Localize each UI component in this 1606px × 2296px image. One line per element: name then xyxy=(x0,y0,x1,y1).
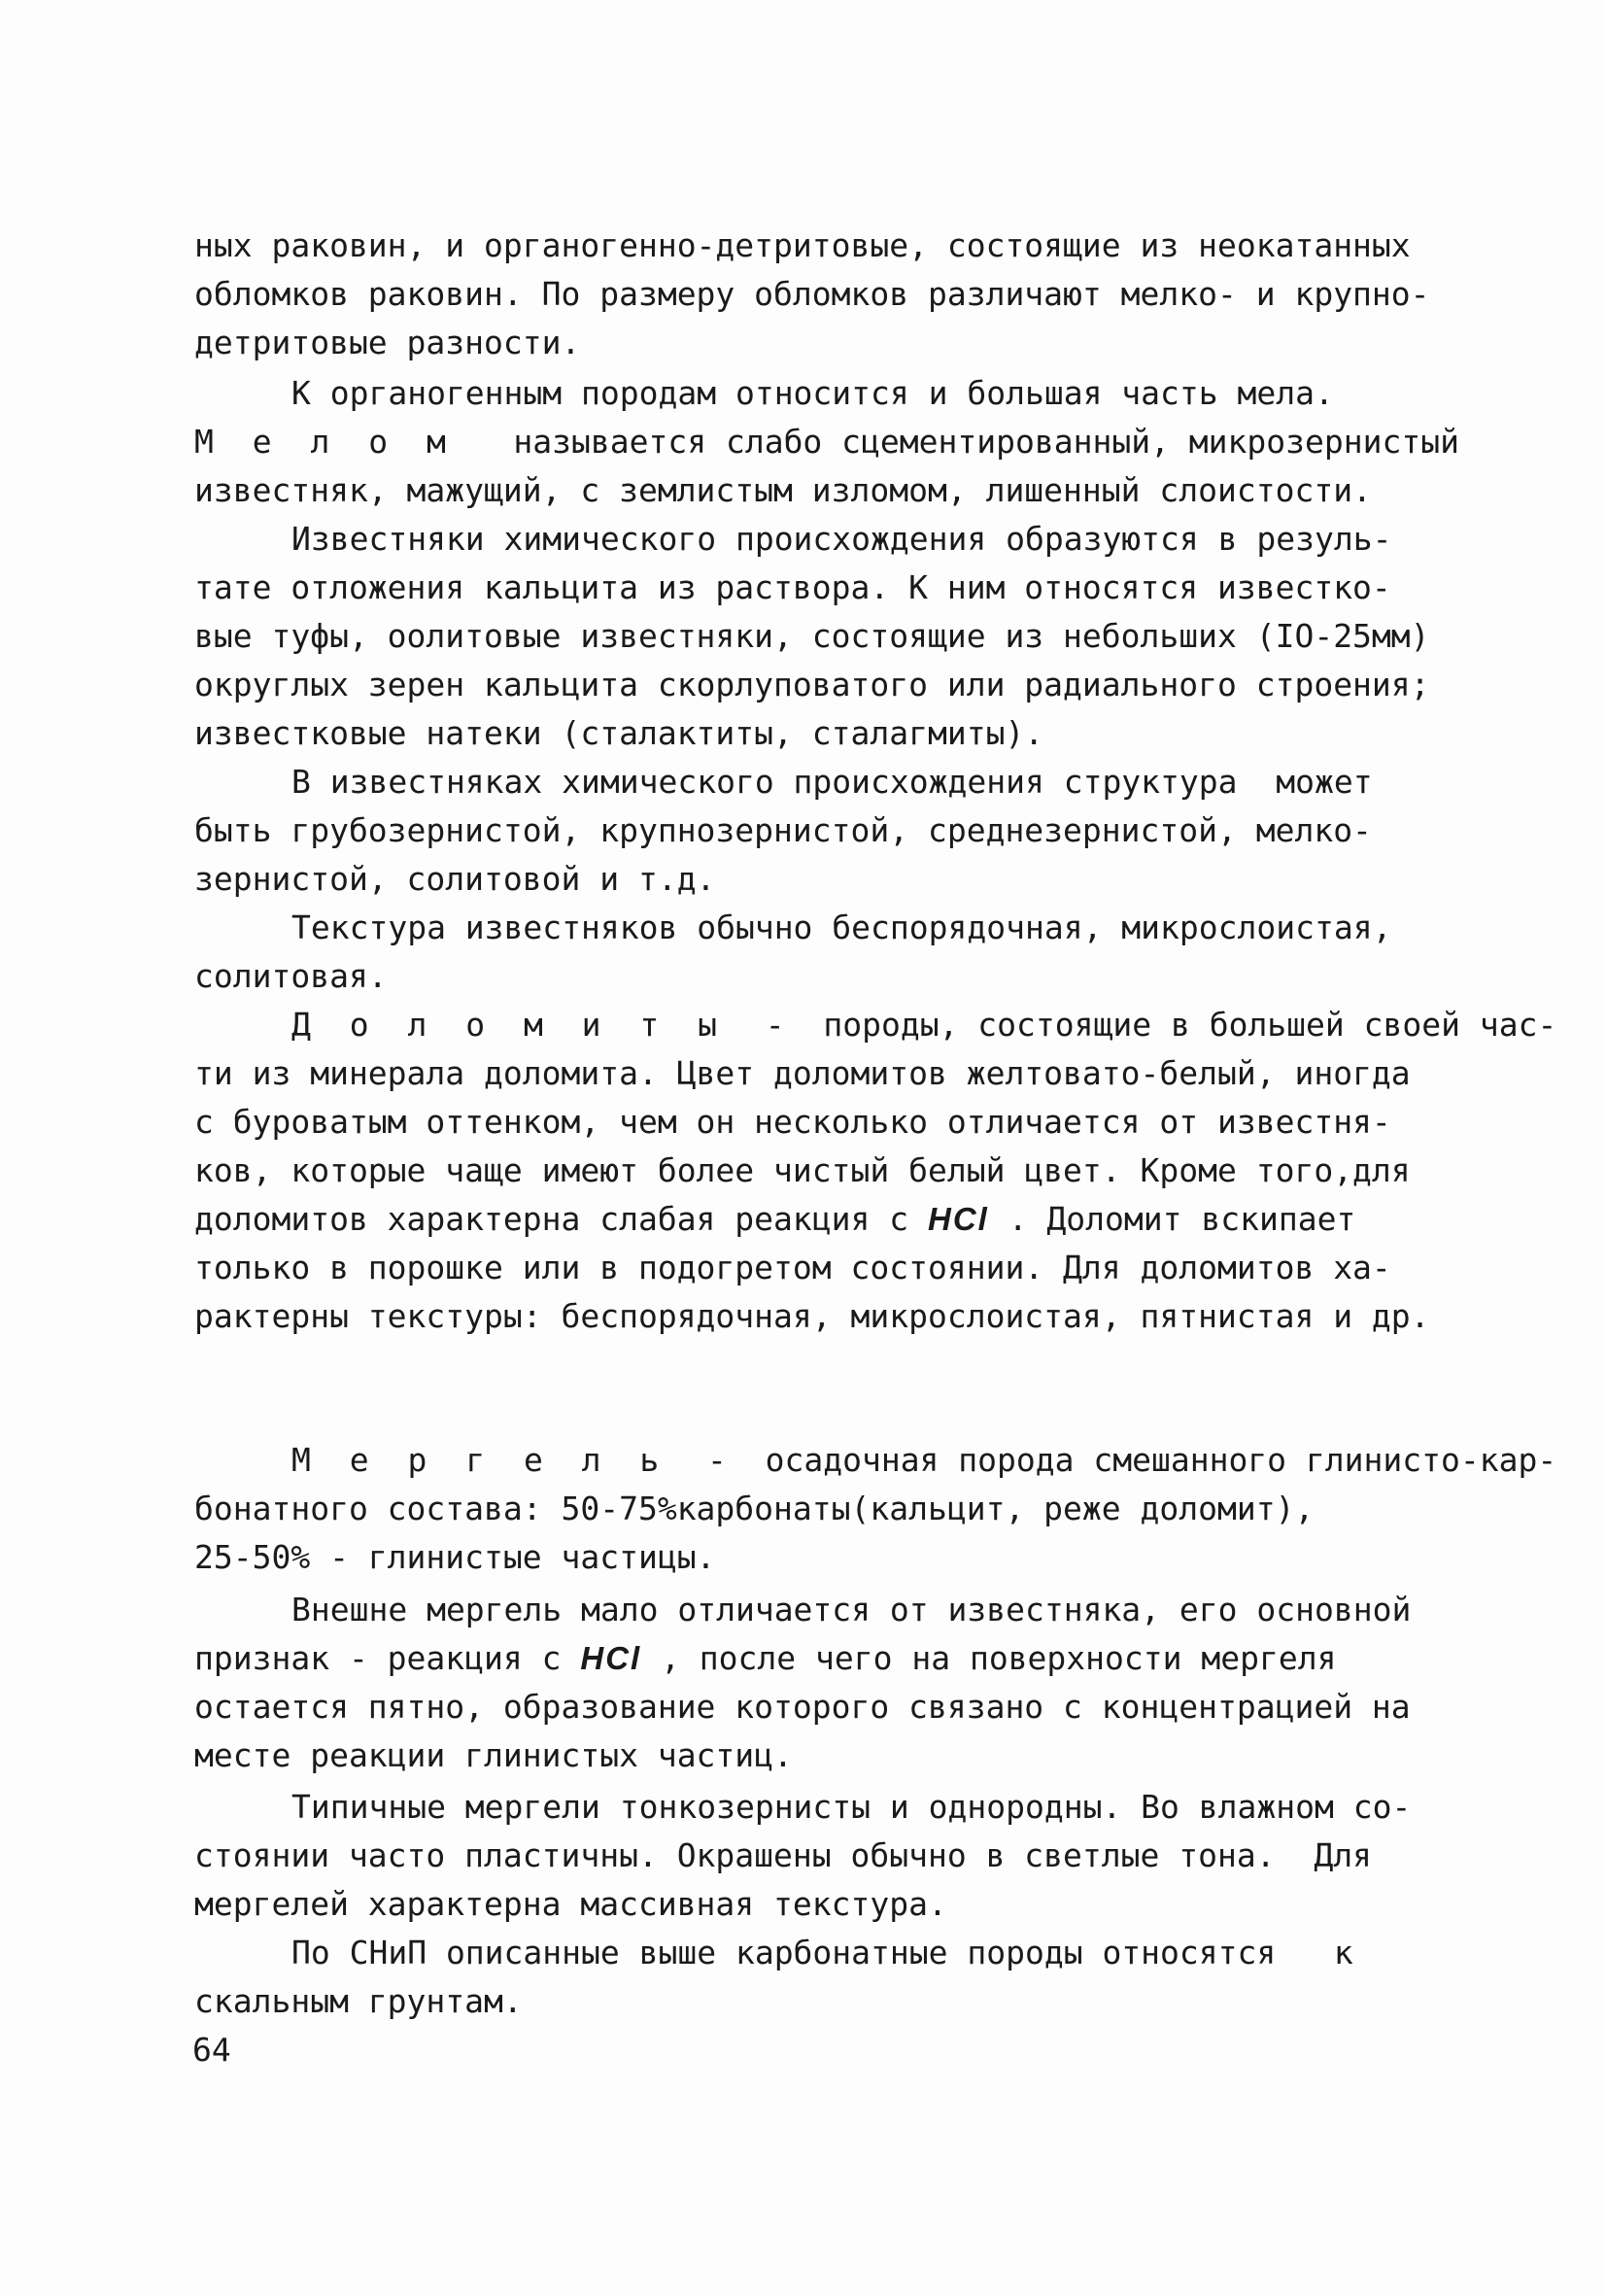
text-line: остается пятно, образование которого связано с концентрацией на xyxy=(194,1688,1411,1726)
text-line xyxy=(194,1001,1557,1049)
text-line xyxy=(194,418,1459,466)
text-line: К органогенным породам относится и большая часть мела. xyxy=(291,374,1334,412)
text-line: обломков раковин. По размеру обломков различают мелко- и крупно- xyxy=(194,275,1430,313)
text-line: известковые натеки (сталактиты, сталагмиты). xyxy=(194,714,1044,752)
text-line: рактерны текстуры: беспорядочная, микрослоистая, пятнистая и др. xyxy=(194,1297,1430,1335)
page-number: 64 xyxy=(192,2031,231,2069)
paragraph-chalk xyxy=(194,369,1459,515)
text-line: тате отложения кальцита из раствора. К ним относятся известко- xyxy=(194,568,1391,606)
paragraph-marl-reaction xyxy=(194,1586,1418,1780)
term-marl: М е р г е л ь xyxy=(291,1441,669,1479)
text-line: ных раковин, и органогенно-детритовые, состоящие из неокатанных xyxy=(194,226,1411,264)
text-line: Внешне мергель мало отличается от известняка, его основной xyxy=(291,1591,1412,1628)
paragraph-structure xyxy=(194,758,1418,904)
text-line xyxy=(194,1634,1418,1683)
text-line: солитовая. xyxy=(194,957,388,995)
formula-hcl: HCl xyxy=(927,1201,989,1237)
text-fragment: называется слабо сцементированный, микрозернистый xyxy=(513,423,1459,461)
text-line: мергелей характерна массивная текстура. xyxy=(194,1885,947,1923)
text-line xyxy=(194,1436,1557,1485)
text-line: Известняки химического происхождения образуются в резуль- xyxy=(291,520,1392,558)
text-line: зернистой, солитовой и т.д. xyxy=(194,860,716,898)
text-fragment: доломитов характерна слабая реакция с xyxy=(194,1200,928,1238)
term-dolomites: Д о л о м и т ы xyxy=(291,1006,728,1044)
text-line: месте реакции глинистых частиц. xyxy=(194,1736,793,1774)
text-line: детритовые разности. xyxy=(194,324,581,361)
text-line: По СНиП описанные выше карбонатные породы относятся к xyxy=(291,1934,1353,1971)
paragraph-organogenic-detrital xyxy=(194,222,1430,367)
text-line: 25-50% - глинистые частицы. xyxy=(194,1538,716,1576)
text-line: стоянии часто пластичны. Окрашены обычно в светлые тона. Для xyxy=(194,1836,1372,1874)
text-line: вые туфы, оолитовые известняки, состоящие из небольших (IO-25мм) xyxy=(194,617,1430,655)
paragraph-typical-marls xyxy=(194,1783,1418,1929)
text-fragment: - осадочная порода смешанного глинисто-кар- xyxy=(668,1441,1557,1479)
text-line: известняк, мажущий, с землистым изломом, лишенный слоистости. xyxy=(194,471,1372,509)
text-line: Типичные мергели тонкозернисты и однородны. Во влажном со- xyxy=(291,1788,1412,1826)
text-line xyxy=(194,1195,1418,1244)
text-line: скальным грунтам. xyxy=(194,1982,523,2020)
term-chalk: М е л о м xyxy=(194,423,456,461)
paragraph-snip xyxy=(194,1929,1418,2026)
paragraph-marl xyxy=(194,1436,1557,1582)
text-fragment: - породы, состоящие в большей своей час- xyxy=(727,1006,1557,1044)
paragraph-texture xyxy=(194,904,1418,1001)
paragraph-chemical-limestones xyxy=(194,515,1430,758)
text-line: ков, которые чаще имеют более чистый белый цвет. Кроме того,для xyxy=(194,1151,1411,1189)
text-line: только в порошке или в подогретом состоянии. Для доломитов ха- xyxy=(194,1249,1391,1286)
text-line: округлых зерен кальцита скорлуповатого или радиального строения; xyxy=(194,666,1430,703)
text-line: ти из минерала доломита. Цвет доломитов желтовато-белый, иногда xyxy=(194,1054,1411,1092)
text-fragment: признак - реакция с xyxy=(194,1639,581,1677)
text-line: быть грубозернистой, крупнозернистой, среднезернистой, мелко- xyxy=(194,811,1372,849)
formula-hcl: HCl xyxy=(580,1640,642,1676)
text-fragment: . Доломит вскипает xyxy=(988,1200,1356,1238)
text-line: бонатного состава: 50-75%карбонаты(кальцит, реже доломит), xyxy=(194,1490,1315,1527)
text-line: Текстура известняков обычно беспорядочная, микрослоистая, xyxy=(291,908,1392,946)
text-line: В известняках химического происхождения структура может xyxy=(291,763,1373,801)
paragraph-dolomites xyxy=(194,1001,1557,1341)
text-line: с буроватым оттенком, чем он несколько отличается от известня- xyxy=(194,1103,1391,1141)
text-fragment: , после чего на поверхности мергеля xyxy=(641,1639,1337,1677)
